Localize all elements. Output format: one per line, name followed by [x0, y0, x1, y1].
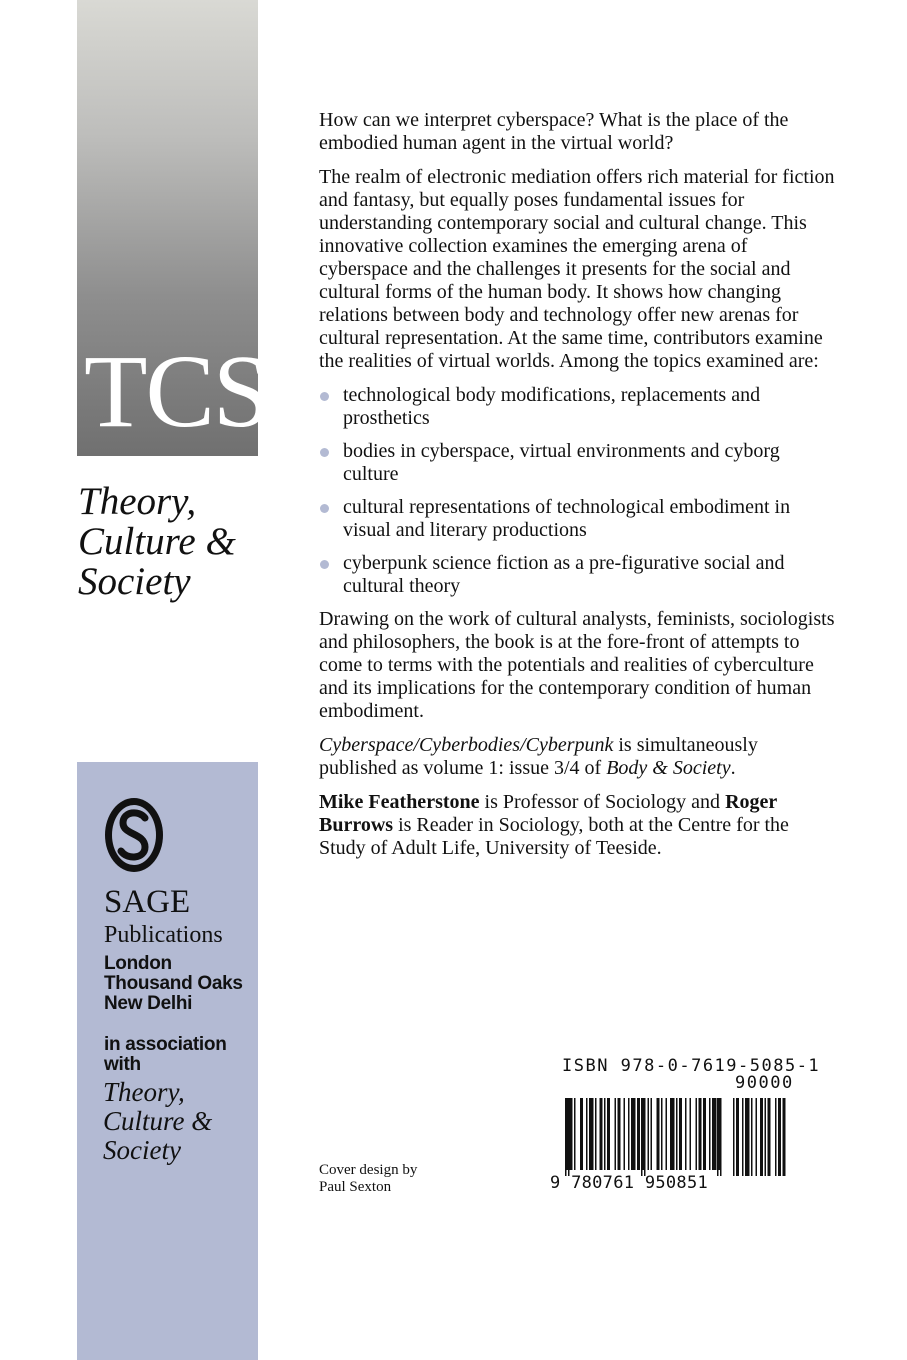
book-title: Cyberspace/Cyberbodies/Cyberpunk [319, 734, 614, 756]
bullet-icon [320, 560, 329, 569]
barcode-bar [756, 1098, 758, 1176]
barcode-bar [670, 1098, 675, 1170]
barcode-bar [624, 1098, 626, 1170]
barcode-bar [628, 1098, 630, 1170]
barcode-bar [685, 1098, 687, 1170]
barcode-bar [570, 1098, 573, 1170]
barcode-bar [690, 1098, 692, 1170]
barcode-bar [586, 1098, 588, 1170]
barcode-bar [699, 1098, 702, 1170]
barcode-bar [568, 1098, 570, 1176]
blurb-paragraph: Drawing on the work of cultural analysts, feminists, sociologists and philosophers, the book is at the fore-front of attempts to come to terms with the potentials and realities of cyberculture and its implications for the contemporary condition of human embodiment. [319, 608, 835, 722]
list-item [319, 440, 839, 486]
barcode-bar [751, 1098, 753, 1176]
association-title-line: Culture & [103, 1106, 213, 1136]
barcode-bar [595, 1098, 597, 1170]
association-line: with [104, 1054, 141, 1075]
association-line: in association [104, 1034, 227, 1055]
barcode-bar [733, 1098, 735, 1176]
topics-list [319, 384, 839, 598]
barcode-bar [778, 1098, 781, 1176]
barcode-bar [604, 1098, 606, 1170]
association-title-line: Society [103, 1135, 181, 1165]
barcode-bar [712, 1098, 717, 1170]
publication-note-end: . [730, 757, 736, 779]
list-item-text: bodies in cyberspace, virtual environments and cyborg culture [343, 440, 780, 485]
barcode-bar [783, 1098, 786, 1176]
series-title-line: Society [78, 560, 191, 603]
barcode-bar [607, 1098, 610, 1170]
list-item [319, 384, 839, 430]
bullet-icon [320, 392, 329, 401]
author-name: Mike Featherstone [319, 791, 480, 813]
association-label [104, 1035, 227, 1075]
barcode-bar [720, 1098, 722, 1176]
blurb-paragraph: The realm of electronic mediation offers rich material for fiction and fantasy, but equally poses fundamental issues for understanding contemporary social and cultural change. This innovative collection examines the emerging arena of cyberspace and the challenges it presents for the social and cultural forms of the human body. It shows how changing relations between body and technology offer new arenas for cultural representation. At the same time, contributors examine the realities of virtual worlds. Among the topics examined are: [319, 166, 835, 372]
barcode-bar [703, 1098, 706, 1170]
barcode-bar [736, 1098, 739, 1176]
sage-s-logo-icon [103, 796, 165, 874]
ean-digits: 9 780761 950851 [550, 1173, 709, 1193]
bullet-icon [320, 504, 329, 513]
series-title-line: Culture & [78, 520, 236, 563]
journal-title: Body & Society [606, 757, 731, 779]
barcode-bar [760, 1098, 763, 1176]
barcode-bar [574, 1098, 576, 1170]
barcode-bar [657, 1098, 660, 1170]
barcode-bar [648, 1098, 650, 1170]
barcode-bar [709, 1098, 711, 1170]
city: New Delhi [104, 993, 193, 1014]
barcode-bar [641, 1098, 643, 1176]
credit-line: Cover design by [319, 1162, 418, 1178]
barcode-bar [644, 1098, 646, 1176]
addon-label: 90000 [735, 1073, 794, 1093]
list-item-text: cultural representations of technological embodiment in visual and literary productions [343, 496, 791, 541]
list-item-text: cyberpunk science fiction as a pre-figurative social and cultural theory [343, 552, 785, 597]
barcode-bar [679, 1098, 682, 1170]
author-name: Roger Burrows [319, 791, 777, 836]
list-item [319, 496, 839, 542]
blurb [319, 109, 839, 871]
barcode-bar [742, 1098, 744, 1176]
publisher-cities [104, 954, 243, 1014]
credit-line: Paul Sexton [319, 1179, 392, 1195]
barcode-bar [745, 1098, 750, 1176]
barcode-bar [637, 1098, 640, 1170]
blurb-paragraph: How can we interpret cyberspace? What is the place of the embodied human agent in the virtual world? [319, 109, 789, 154]
barcode-bar [589, 1098, 594, 1170]
barcode-bar [696, 1098, 698, 1170]
barcode-bar [676, 1098, 678, 1170]
city: London [104, 953, 172, 974]
barcode-bar [618, 1098, 621, 1170]
publication-note-text: is simultaneously published as volume 1: issue 3/4 of [319, 734, 758, 779]
barcode [545, 1056, 821, 1196]
series-title [78, 482, 236, 602]
publisher-name: SAGE [104, 884, 191, 920]
list-item [319, 552, 839, 598]
bullet-icon [320, 448, 329, 457]
barcode-bar [717, 1098, 719, 1176]
tcs-logo-text: TCS [84, 334, 269, 449]
publication-note [319, 734, 839, 780]
barcode-bar [661, 1098, 663, 1170]
barcode-bar [565, 1098, 567, 1176]
series-title-line: Theory, [78, 480, 197, 523]
barcode-bar [580, 1098, 583, 1170]
barcode-bar [775, 1098, 777, 1176]
barcode-bar [651, 1098, 653, 1170]
barcode-bar [666, 1098, 668, 1170]
author-role: is Reader in Sociology, both at the Centre for the Study of Adult Life, University of Teeside. [319, 814, 789, 859]
city: Thousand Oaks [104, 973, 243, 994]
isbn-label: ISBN 978-0-7619-5085-1 [562, 1056, 821, 1076]
barcode-bar [600, 1098, 603, 1170]
author-role: is Professor of Sociology and [479, 791, 726, 813]
publisher-sub: Publications [104, 922, 223, 948]
barcode-bar [631, 1098, 636, 1170]
association-title [103, 1078, 212, 1165]
barcode-bar [765, 1098, 767, 1176]
barcode-bar [615, 1098, 617, 1170]
barcode-bar [768, 1098, 771, 1176]
cover-credit [319, 1162, 417, 1196]
association-title-line: Theory, [103, 1077, 185, 1107]
list-item-text: technological body modifications, replacements and prosthetics [343, 384, 761, 429]
author-bio [319, 791, 839, 860]
